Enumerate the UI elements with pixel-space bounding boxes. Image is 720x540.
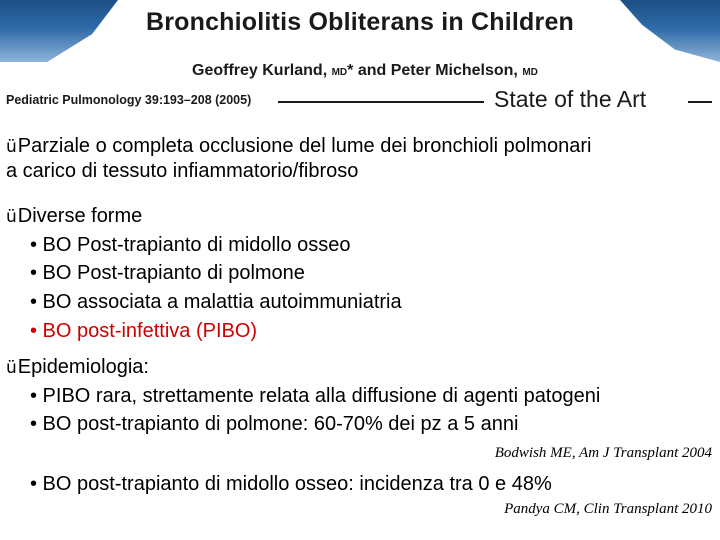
checkmark-icon: ü — [6, 207, 17, 227]
section-label: State of the Art — [494, 86, 647, 112]
bullet-point-definition — [6, 134, 591, 159]
definition-line-2: a carico di tessuto infiammatorio/fibroso — [6, 160, 359, 182]
list-item: • BO post-trapianto di midollo osseo: incidenza tra 0 e 48% — [30, 473, 552, 495]
list-item: • BO post-trapianto di polmone: 60-70% dei pz a 5 anni — [30, 413, 519, 435]
author-2-degree: MD — [522, 67, 538, 78]
bullet-point-forms — [6, 204, 142, 229]
epidemiology-heading: Epidemiologia: — [17, 356, 149, 378]
author-1: Geoffrey Kurland, — [192, 62, 328, 79]
bullet-point-epidemiology — [6, 355, 149, 380]
article-authors — [192, 62, 538, 80]
checkmark-icon: ü — [6, 137, 17, 157]
list-item-highlighted: • BO post-infettiva (PIBO) — [30, 320, 258, 342]
list-item: • BO Post-trapianto di polmone — [30, 262, 305, 284]
article-title: Bronchiolitis Obliterans in Children — [145, 8, 575, 36]
checkmark-icon: ü — [6, 358, 17, 378]
list-item: • BO associata a malattia autoimmuniatria — [30, 291, 402, 313]
divider-line — [278, 101, 484, 103]
journal-reference: Pediatric Pulmonology 39:193–208 (2005) — [6, 93, 252, 107]
author-1-degree: MD — [331, 67, 348, 78]
author-separator: * and Peter Michelson, — [347, 62, 518, 79]
citation: Bodwish ME, Am J Transplant 2004 — [494, 445, 712, 461]
forms-heading: Diverse forme — [17, 205, 143, 227]
definition-line-1: Parziale o completa occlusione del lume dei bronchioli polmonari — [17, 135, 592, 157]
citation: Pandya CM, Clin Transplant 2010 — [504, 501, 712, 517]
divider-line-end — [688, 101, 712, 103]
list-item: • BO Post-trapianto di midollo osseo — [30, 234, 351, 256]
list-item: • PIBO rara, strettamente relata alla diffusione di agenti patogeni — [30, 385, 601, 407]
